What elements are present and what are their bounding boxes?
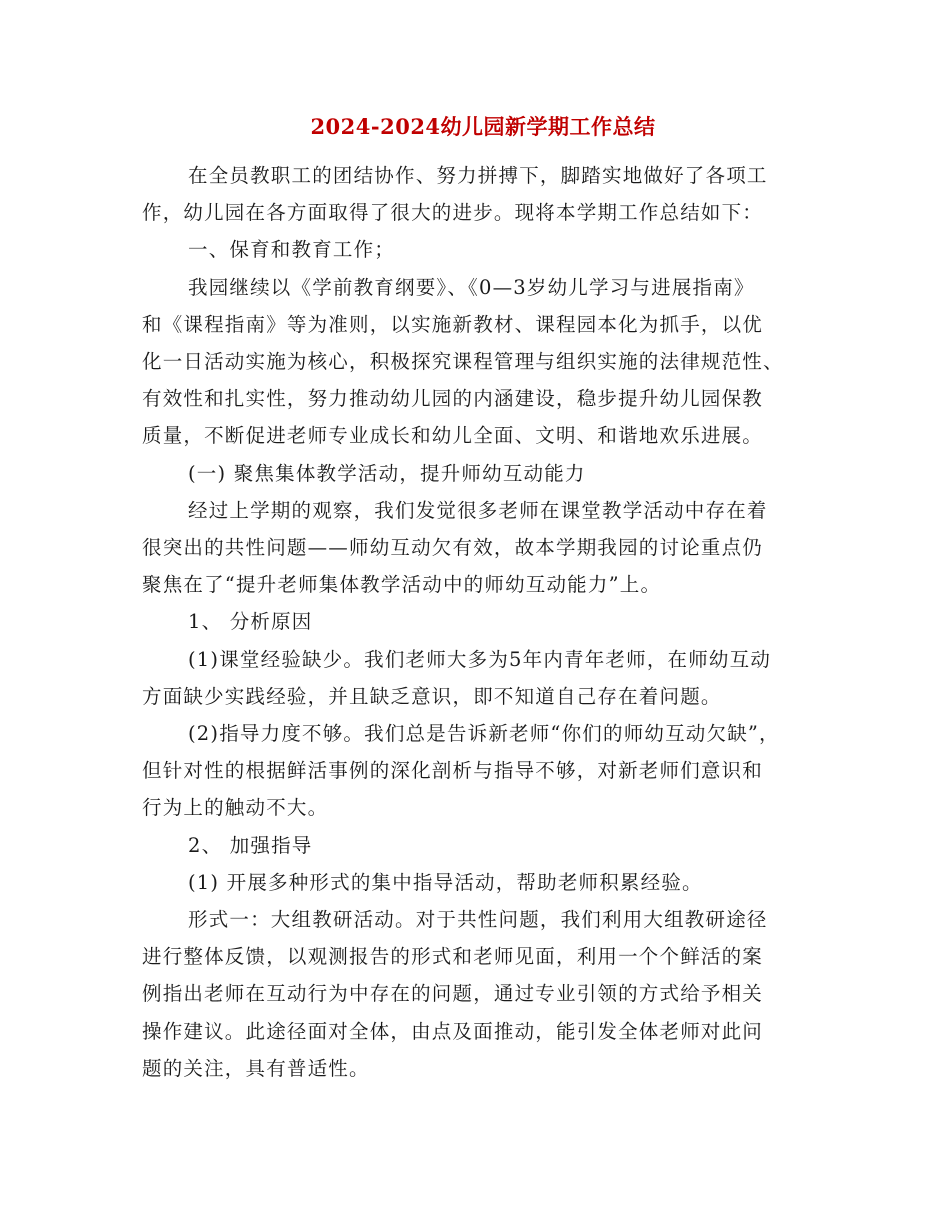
text-line: 经过上学期的观察，我们发觉很多老师在课堂教学活动中存在着: [188, 498, 768, 522]
text-line: 题的关注，具有普适性。: [142, 1056, 370, 1080]
text-line: 行为上的触动不大。: [142, 796, 329, 820]
text-line: 2、 加强指导: [188, 833, 313, 857]
paragraph-observation: [142, 492, 814, 604]
text-line: 但针对性的根据鲜活事例的深化剖析与指导不够，对新老师们意识和: [142, 759, 764, 783]
paragraph-cause-2: [142, 715, 814, 827]
text-line: 有效性和扎实性，努力推动幼儿园的内涵建设，稳步提升幼儿园保教: [142, 387, 764, 411]
text-line: 一、保育和教育工作；: [188, 238, 396, 262]
item-heading-analysis: [142, 603, 814, 640]
text-line: 化一日活动实施为核心，积极探究课程管理与组织实施的法律规范性、: [142, 350, 784, 374]
text-line: (1) 开展多种形式的集中指导活动，帮助老师积累经验。: [188, 870, 703, 894]
text-line: (2)指导力度不够。我们总是告诉新老师“你们的师幼互动欠缺”，: [188, 722, 780, 746]
text-line: 1、 分析原因: [188, 610, 313, 634]
text-line: 例指出老师在互动行为中存在的问题，通过专业引领的方式给予相关: [142, 982, 764, 1006]
document-title: 2024-2024幼儿园新学期工作总结: [310, 114, 656, 139]
paragraph-guidelines: [142, 269, 814, 455]
text-line: 和《课程指南》等为准则，以实施新教材、课程园本化为抓手，以优: [142, 312, 764, 336]
text-line: 作，幼儿园在各方面取得了很大的进步。现将本学期工作总结如下：: [142, 201, 764, 225]
text-line: 方面缺少实践经验，并且缺乏意识，即不知道自己存在着问题。: [142, 684, 722, 708]
text-line: 操作建议。此途径面对全体，由点及面推动，能引发全体老师对此问: [142, 1019, 764, 1043]
paragraph-guidance-1: [142, 864, 814, 901]
text-line: 进行整体反馈，以观测报告的形式和老师见面，利用一个个鲜活的案: [142, 945, 764, 969]
paragraph-cause-1: [142, 641, 814, 715]
text-line: 我园继续以《学前教育纲要》、《0—3岁幼儿学习与进展指南》: [188, 275, 755, 299]
document-page: [142, 112, 814, 1087]
text-line: 在全员教职工的团结协作、努力拼搏下，脚踏实地做好了各项工: [188, 164, 768, 187]
paragraph-intro: [142, 157, 814, 231]
text-line: 很突出的共性问题——师幼互动欠有效，故本学期我园的讨论重点仍: [142, 536, 764, 560]
text-line: (1)课堂经验缺少。我们老师大多为5年内青年老师，在师幼互动: [188, 647, 772, 671]
subsection-heading-1: [142, 455, 814, 492]
section-heading-care-education: [142, 231, 814, 268]
text-line: 形式一：大组教研活动。对于共性问题，我们利用大组教研途径: [188, 908, 768, 932]
text-line: 聚焦在了“提升老师集体教学活动中的师幼互动能力”上。: [142, 573, 662, 597]
paragraph-form-1: [142, 901, 814, 1087]
text-line: (一) 聚焦集体教学活动，提升师幼互动能力: [188, 461, 586, 485]
item-heading-guidance: [142, 827, 814, 864]
text-line: 质量，不断促进老师专业成长和幼儿全面、文明、和谐地欢乐进展。: [142, 424, 764, 448]
